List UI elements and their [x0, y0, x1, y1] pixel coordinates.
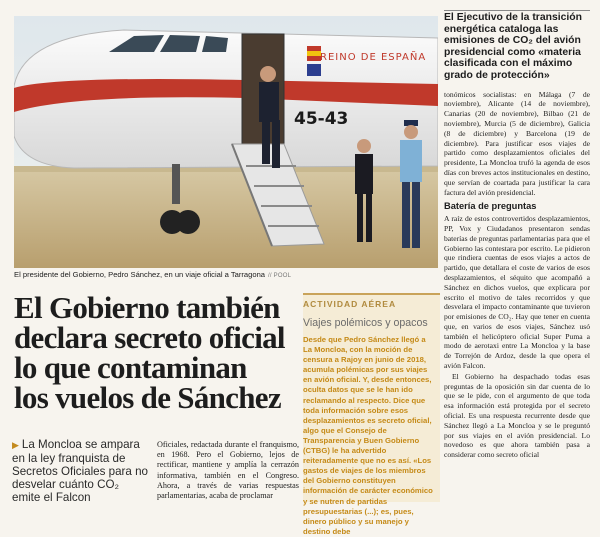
- plane-photo-illustration: [14, 16, 438, 268]
- tail-number: 45-43: [294, 109, 349, 129]
- headline-line: declara secreto oficial: [14, 320, 285, 355]
- article-body-lower: Oficiales, redactada durante el franquismo, en 1968. Pero el Gobierno, lejos de rectificar, mantiene y amplía la cerrazón informativa, también en el Congreso. Ahora, a través de varias respuestas parlamentarias, acaba de proclamar: [157, 440, 299, 501]
- headline-line: lo que contaminan: [14, 350, 247, 385]
- sidebar-text: Desde que Pedro Sánchez llegó a La Moncloa, con la moción de censura a Rajoy en junio de 2018, acumula polémicas por sus viajes en avión oficial. Y, desde entonces, oculta datos que se le han ido reclamando al respecto. Dice que toda información sobre esos desplazamientos es secreto oficial, algo que el Consejo de Transparencia y Buen Gobierno (CTBG) le ha advertido reiteradamente que no es así. «Los gastos de viajes de los miembros del Gobierno constituyen información de carácter económico y se nutren de partidas presupuestarias (...); es, pues, dinero público y su manejo y destino debe: [303, 335, 433, 536]
- right-column-title: El Ejecutivo de la transición energética cataloga las emisiones de CO₂ del avión presidencial como «materia clasificada con el máximo grado de protección»: [444, 12, 583, 81]
- photo-caption: [14, 270, 438, 281]
- subhead-text: La Moncloa se ampara en la ley franquista de Secretos Oficiales para no desvelar cuánto CO₂ emite el Falcon: [12, 438, 148, 504]
- headline-line: El Gobierno también: [14, 290, 280, 325]
- caption-credit: // POOL: [268, 273, 292, 279]
- triangle-bullet-icon: ▶: [12, 440, 19, 450]
- right-column: [444, 10, 590, 460]
- paragraph: El Gobierno ha despachado todas esas preguntas de la oposición sin dar cuenta de lo que se le pide, con el argumento de que toda esa información está protegida por el secreto oficial. Es una respuesta recurrente desde que Sánchez llegó a La Moncloa y se le preguntó por sus viajes en el avión presidencial. Lo novedoso es que ahora también pasa a considerar como secreto oficial: [444, 371, 590, 460]
- paragraph: A raíz de estos controvertidos desplazamientos, PP, Vox y Ciudadanos presentaron sendas baterías de preguntas parlamentarias para que el Gobierno las contestara por escrito. Le pidieron que rindiera cuentas de esos viajes a actos de partido, que detallara el coste de varios de esos desplazamientos, el séquito que acompañó a Sánchez en dichos vuelos, que explicara por escrito el motivo de tales recorridos y que desvelara el impacto contaminante que tuvieron por emisiones de CO₂. Hay que tener en cuenta que, en varios de esos viajes, Sánchez usó también el helicóptero oficial Super Puma a modo de aerotaxi entre La Moncloa y la base de Torrejón de Ardoz, desde la que opera el avión Falcon.: [444, 214, 590, 371]
- headline-line: los vuelos de Sánchez: [14, 380, 281, 415]
- subhead: [12, 438, 150, 504]
- caption-text: El presidente del Gobierno, Pedro Sánchez, en un viaje oficial a Tarragona: [14, 270, 266, 279]
- headline: [14, 290, 300, 415]
- paragraph: tonómicos socialistas: en Málaga (7 de noviembre), Alicante (14 de noviembre), Canarias (20 de noviembre), Bilbao (21 de noviembre), Murcia (5 de diciembre), Galicia (8 de diciembre) y Barcelona (19 de diciembre). Para justificar esos viajes de partido como desplazamientos oficiales del presidente, La Moncloa trufó la agenda de esos días con breves actos institucionales en destino, que servían de coartada para justificar la cara factura del avión presidencial.: [444, 89, 590, 197]
- subheading: Batería de preguntas: [444, 201, 537, 212]
- plane-marking: REINO DE ESPAÑA: [320, 52, 427, 63]
- right-column-body: [444, 90, 590, 460]
- sidebar-subtitle: Viajes polémicos y opacos: [303, 317, 428, 329]
- sidebar-section-label: ACTIVIDAD AÉREA: [303, 299, 397, 309]
- top-rule: [444, 10, 590, 11]
- news-photo: [14, 16, 438, 268]
